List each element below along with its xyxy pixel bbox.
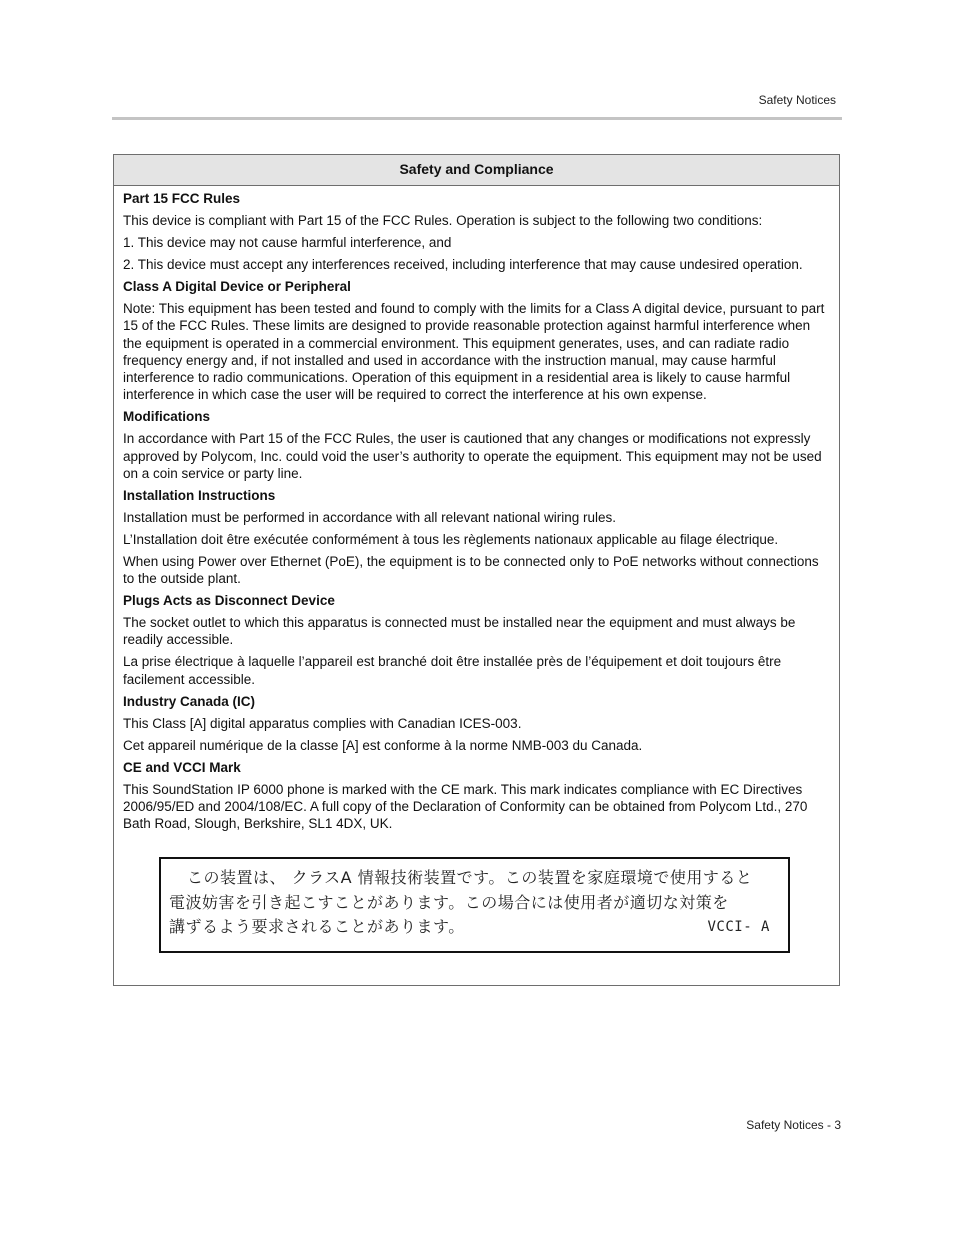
vcci-notice-line: この装置は、 クラスA 情報技術装置です。この装置を家庭環境で使用すると — [187, 868, 753, 887]
vcci-mark: VCCI- A — [707, 919, 770, 935]
section-heading: Installation Instructions — [123, 487, 276, 503]
vcci-notice-box — [159, 857, 790, 953]
section-modifications — [123, 408, 830, 482]
paragraph: In accordance with Part 15 of the FCC Rules, the user is cautioned that any changes or modifications not expressly approved by Polycom, Inc. could void the user’s authority to operate the equipment. This equipment may not be used on a coin service or party line. — [123, 431, 822, 481]
section-heading: Part 15 FCC Rules — [123, 191, 241, 206]
panel-body — [114, 186, 839, 833]
vcci-notice-line — [169, 915, 780, 940]
paragraph: 2. This device must accept any interferences received, including interference that may cause undesired operation. — [123, 256, 803, 272]
paragraph: La prise électrique à laquelle l’appareil est branché doit être installée près de l’équipement et doit toujours être facilement accessible. — [123, 654, 782, 687]
paragraph: Note: This equipment has been tested and found to comply with the limits for a Class A digital device, pursuant to part 15 of the FCC Rules. These limits are designed to provide reasonable protection against harmful interference when the equipment is operated in a commercial environment. This equipment generates, uses, and can radiate radio frequency energy and, if not installed and used in accordance with the instruction manual, may cause harmful interference to radio communications. Operation of this equipment in a residential area is likely to cause harmful interference in which case the user will be required to correct the interference at his own expense. — [123, 300, 825, 403]
section-heading: CE and VCCI Mark — [123, 759, 241, 775]
paragraph: This device is compliant with Part 15 of the FCC Rules. Operation is subject to the following two conditions: — [123, 212, 763, 228]
running-header: Safety Notices — [758, 93, 836, 107]
vcci-notice-text: 講ずるよう要求されることがあります。 — [169, 917, 465, 936]
vcci-notice-line: 電波妨害を引き起こすことがあります。この場合には使用者が適切な対策を — [169, 892, 729, 912]
paragraph: The socket outlet to which this apparatus is connected must be installed near the equipment and must always be readily accessible. — [123, 615, 796, 648]
section-ce-vcci — [123, 759, 830, 833]
paragraph: Cet appareil numérique de la classe [A] est conforme à la norme NMB-003 du Canada. — [123, 737, 643, 753]
section-heading: Plugs Acts as Disconnect Device — [123, 593, 335, 609]
section-installation — [123, 487, 830, 588]
section-heading: Class A Digital Device or Peripheral — [123, 278, 351, 294]
paragraph: This Class [A] digital apparatus complies with Canadian ICES-003. — [123, 715, 522, 731]
panel-title: Safety and Compliance — [114, 155, 839, 186]
section-part15 — [123, 190, 830, 273]
page-footer: Safety Notices - 3 — [746, 1118, 841, 1132]
paragraph: 1. This device may not cause harmful interference, and — [123, 234, 452, 250]
paragraph: Installation must be performed in accordance with all relevant national wiring rules. — [123, 509, 617, 525]
section-heading: Modifications — [123, 409, 210, 425]
paragraph: This SoundStation IP 6000 phone is marked with the CE mark. This mark indicates compliance with EC Directives 2006/95/ED and 2004/108/EC. A full copy of the Declaration of Conformity can be obtained from Polycom Ltd., 270 Bath Road, Slough, Berkshire, SL1 4DX, UK. — [123, 781, 808, 832]
paragraph: L’Installation doit être exécutée conformément à tous les règlements nationaux applicable au filage électrique. — [123, 531, 779, 547]
section-class-a — [123, 278, 830, 404]
section-disconnect-device — [123, 592, 830, 688]
section-heading: Industry Canada (IC) — [123, 693, 256, 709]
header-rule — [112, 117, 842, 120]
section-industry-canada — [123, 693, 830, 754]
paragraph: When using Power over Ethernet (PoE), the equipment is to be connected only to PoE networks without connections to the outside plant. — [123, 553, 819, 587]
safety-compliance-panel — [113, 154, 840, 986]
